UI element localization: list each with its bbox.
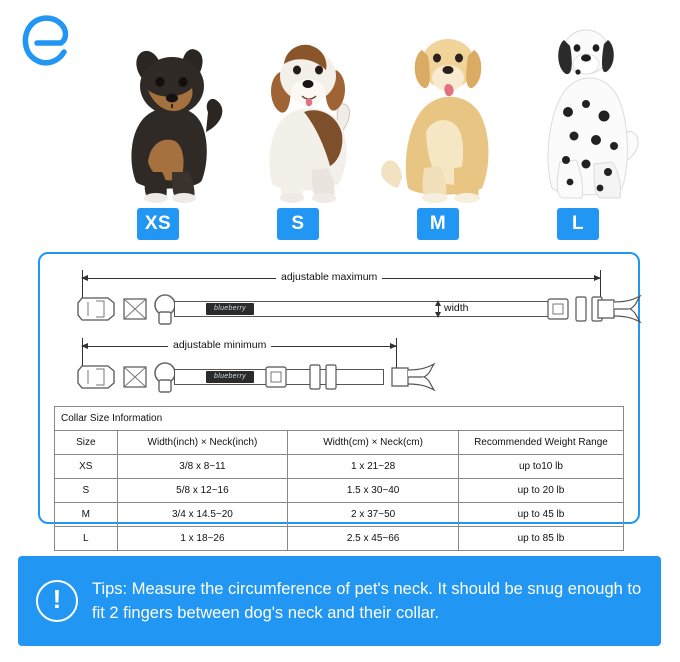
side-release-buckle-female-min-icon (74, 362, 116, 392)
strap-keeper-min-icon (122, 364, 148, 390)
cell-inch: 3/8 x 8~11 (117, 455, 288, 479)
table-row (55, 503, 624, 527)
table-row (55, 455, 624, 479)
dog-cell-s (228, 0, 368, 240)
cell-cm: 1.5 x 30~40 (288, 479, 459, 503)
black-and-tan-puppy-sitting-icon (88, 12, 228, 202)
cell-weight: up to10 lb (458, 455, 623, 479)
collar-diagram-panel (38, 252, 640, 544)
cell-cm: 1 x 21~28 (288, 455, 459, 479)
brand-tag-min: blueberry (206, 371, 254, 383)
table-row (55, 527, 624, 551)
table-title-row (55, 407, 624, 431)
tips-text: Tips: Measure the circumference of pet's neck. It should be snug enough to fit 2 fingers between dog's neck and their collar. (92, 580, 642, 622)
collar-drawings (40, 254, 638, 400)
size-badge-xs: XS (137, 208, 179, 240)
tips-banner (18, 556, 661, 646)
cell-weight: up to 45 lb (458, 503, 623, 527)
header-size: Size (55, 431, 118, 455)
cell-cm: 2 x 37~50 (288, 503, 459, 527)
header-cm: Width(cm) × Neck(cm) (288, 431, 459, 455)
header-weight: Recommended Weight Range (458, 431, 623, 455)
cell-weight: up to 85 lb (458, 527, 623, 551)
header-inch: Width(inch) × Neck(inch) (117, 431, 288, 455)
dog-cell-xs (88, 0, 228, 240)
size-badge-m: M (417, 208, 459, 240)
table-header-row (55, 431, 624, 455)
cell-weight: up to 20 lb (458, 479, 623, 503)
cell-size: M (55, 503, 118, 527)
side-release-buckle-male-max-icon (596, 294, 644, 324)
size-badge-l: L (557, 208, 599, 240)
size-table-wrap (54, 406, 624, 544)
side-release-buckle-male-min-icon (390, 362, 438, 392)
cell-inch: 5/8 x 12~16 (117, 479, 288, 503)
beagle-sitting-icon (228, 12, 368, 202)
e-logo (18, 12, 76, 70)
width-dimline (438, 301, 439, 317)
adjustable-minimum-label: adjustable minimum (168, 339, 271, 351)
dalmatian-sitting-icon (508, 12, 648, 202)
dog-cell-m (368, 0, 508, 240)
cell-size: S (55, 479, 118, 503)
dog-cell-l (508, 0, 648, 240)
golden-retriever-sitting-icon (368, 12, 508, 202)
cell-cm: 2.5 x 45~66 (288, 527, 459, 551)
cell-inch: 1 x 18~26 (117, 527, 288, 551)
adjuster-slides-min-icon (264, 364, 344, 390)
table-title: Collar Size Information (55, 407, 624, 431)
table-row (55, 479, 624, 503)
side-release-buckle-female-max-icon (74, 294, 116, 324)
size-badge-s: S (277, 208, 319, 240)
collar-size-table (54, 406, 624, 551)
exclamation-circle-icon: ! (36, 580, 78, 622)
width-label: width (444, 302, 469, 314)
cell-inch: 3/4 x 14.5~20 (117, 503, 288, 527)
cell-size: L (55, 527, 118, 551)
cell-size: XS (55, 455, 118, 479)
brand-tag-max: blueberry (206, 303, 254, 315)
adjustable-maximum-label: adjustable maximum (276, 271, 382, 283)
dog-size-row (80, 0, 680, 240)
strap-keeper-max-icon (122, 296, 148, 322)
